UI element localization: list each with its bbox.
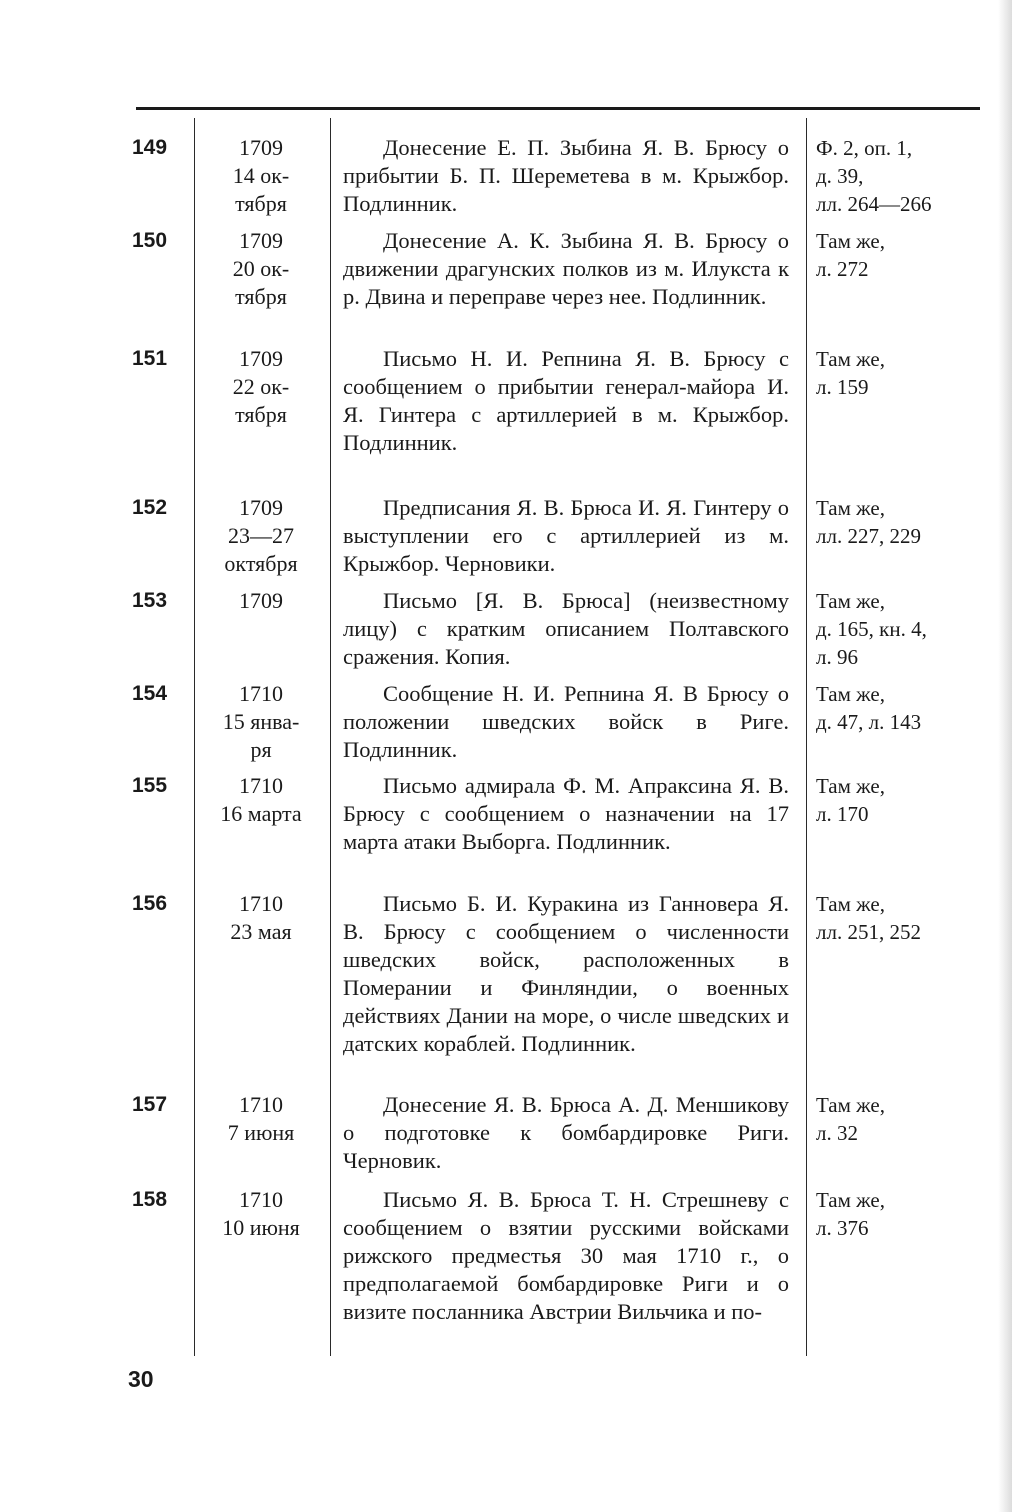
entry-source: Там же, лл. 227, 229 xyxy=(816,496,921,548)
entry-date: 1709 20 ок- тября xyxy=(232,228,290,309)
entry-description: Письмо Н. И. Репнина Я. В. Брюсу с сообщением о прибытии генерал-майора И. Я. Гинтера с артиллерией в м. Крыжбор. Подлинник. xyxy=(343,346,789,455)
entry-source: Там же, л. 32 xyxy=(816,1093,885,1145)
entry-number: 154 xyxy=(132,682,168,705)
entry-source: Там же, л. 159 xyxy=(816,347,885,399)
entry-description: Донесение А. К. Зыбина Я. В. Брюсу о движении драгунских полков из м. Илукста к р. Двина и переправе через нее. Подлинник. xyxy=(343,228,789,309)
entry-number: 158 xyxy=(132,1188,168,1211)
entry-number: 150 xyxy=(132,229,168,252)
entry-number: 152 xyxy=(132,496,168,519)
entry-description: Предписания Я. В. Брюса И. Я. Гинтеру о выступлении его с артиллерией из м. Крыжбор. Черновики. xyxy=(343,495,789,576)
entry-source: Там же, лл. 251, 252 xyxy=(816,892,921,944)
entry-description: Донесение Я. В. Брюса А. Д. Меншикову о подготовке к бомбардировке Риги. Черновик. xyxy=(343,1092,789,1173)
entry-source: Там же, л. 376 xyxy=(816,1188,885,1240)
entry-number: 151 xyxy=(132,347,168,370)
page-edge-shadow xyxy=(998,0,1012,1512)
table-top-rule xyxy=(136,107,980,110)
entry-description: Письмо [Я. В. Брюса] (неизвестному лицу) с кратким описанием Полтавского сражения. Копия. xyxy=(343,588,789,669)
entry-source: Там же, л. 170 xyxy=(816,774,885,826)
entry-number: 156 xyxy=(132,892,168,915)
entry-number: 153 xyxy=(132,589,168,612)
column-divider-number-date xyxy=(194,118,195,1356)
entry-source: Ф. 2, оп. 1, д. 39, лл. 264—266 xyxy=(816,136,932,216)
entry-description: Письмо адмирала Ф. М. Апраксина Я. В. Брюсу с сообщением о назначении на 17 марта атаки Выборга. Подлинник. xyxy=(343,773,789,854)
entry-date: 1709 xyxy=(239,588,283,613)
entry-number: 155 xyxy=(132,774,168,797)
entry-date: 1710 15 янва- ря xyxy=(222,681,300,762)
entry-date: 1710 23 мая xyxy=(230,891,292,944)
entry-date: 1710 16 марта xyxy=(220,773,302,826)
entry-source: Там же, д. 165, кн. 4, л. 96 xyxy=(816,589,927,669)
entry-source: Там же, д. 47, л. 143 xyxy=(816,682,922,734)
entry-description: Сообщение Н. И. Репнина Я. В Брюсу о положении шведских войск в Риге. Подлинник. xyxy=(343,681,789,762)
entry-date: 1709 22 ок- тября xyxy=(232,346,290,427)
entry-number: 149 xyxy=(132,136,168,159)
entry-date: 1709 14 ок- тября xyxy=(232,135,290,216)
entry-date: 1710 7 июня xyxy=(227,1092,295,1145)
entry-description: Донесение Е. П. Зыбина Я. В. Брюсу о прибытии Б. П. Шереметева в м. Крыжбор. Подлинник. xyxy=(343,135,789,216)
page-number: 30 xyxy=(128,1366,154,1392)
entry-source: Там же, л. 272 xyxy=(816,229,885,281)
entry-number: 157 xyxy=(132,1093,168,1116)
column-divider-description-source xyxy=(806,118,807,1356)
entry-date: 1709 23—27 октября xyxy=(224,495,298,576)
entry-description: Письмо Б. И. Куракина из Ганновера Я. В. Брюсу с сообщением о численности шведских войск, расположенных в Померании и Финляндии, о военных действиях Дании на море, о числе шведских и датских кораблей. Подлинник. xyxy=(343,891,789,1056)
entry-date: 1710 10 июня xyxy=(222,1187,300,1240)
column-divider-date-description xyxy=(330,118,331,1356)
entry-description: Письмо Я. В. Брюса Т. Н. Стрешневу с сообщением о взятии русскими войсками рижского предместья 30 мая 1710 г., о предполагаемой бомбардировке Риги и о визите посланника Австрии Вильчика и по- xyxy=(343,1187,789,1324)
